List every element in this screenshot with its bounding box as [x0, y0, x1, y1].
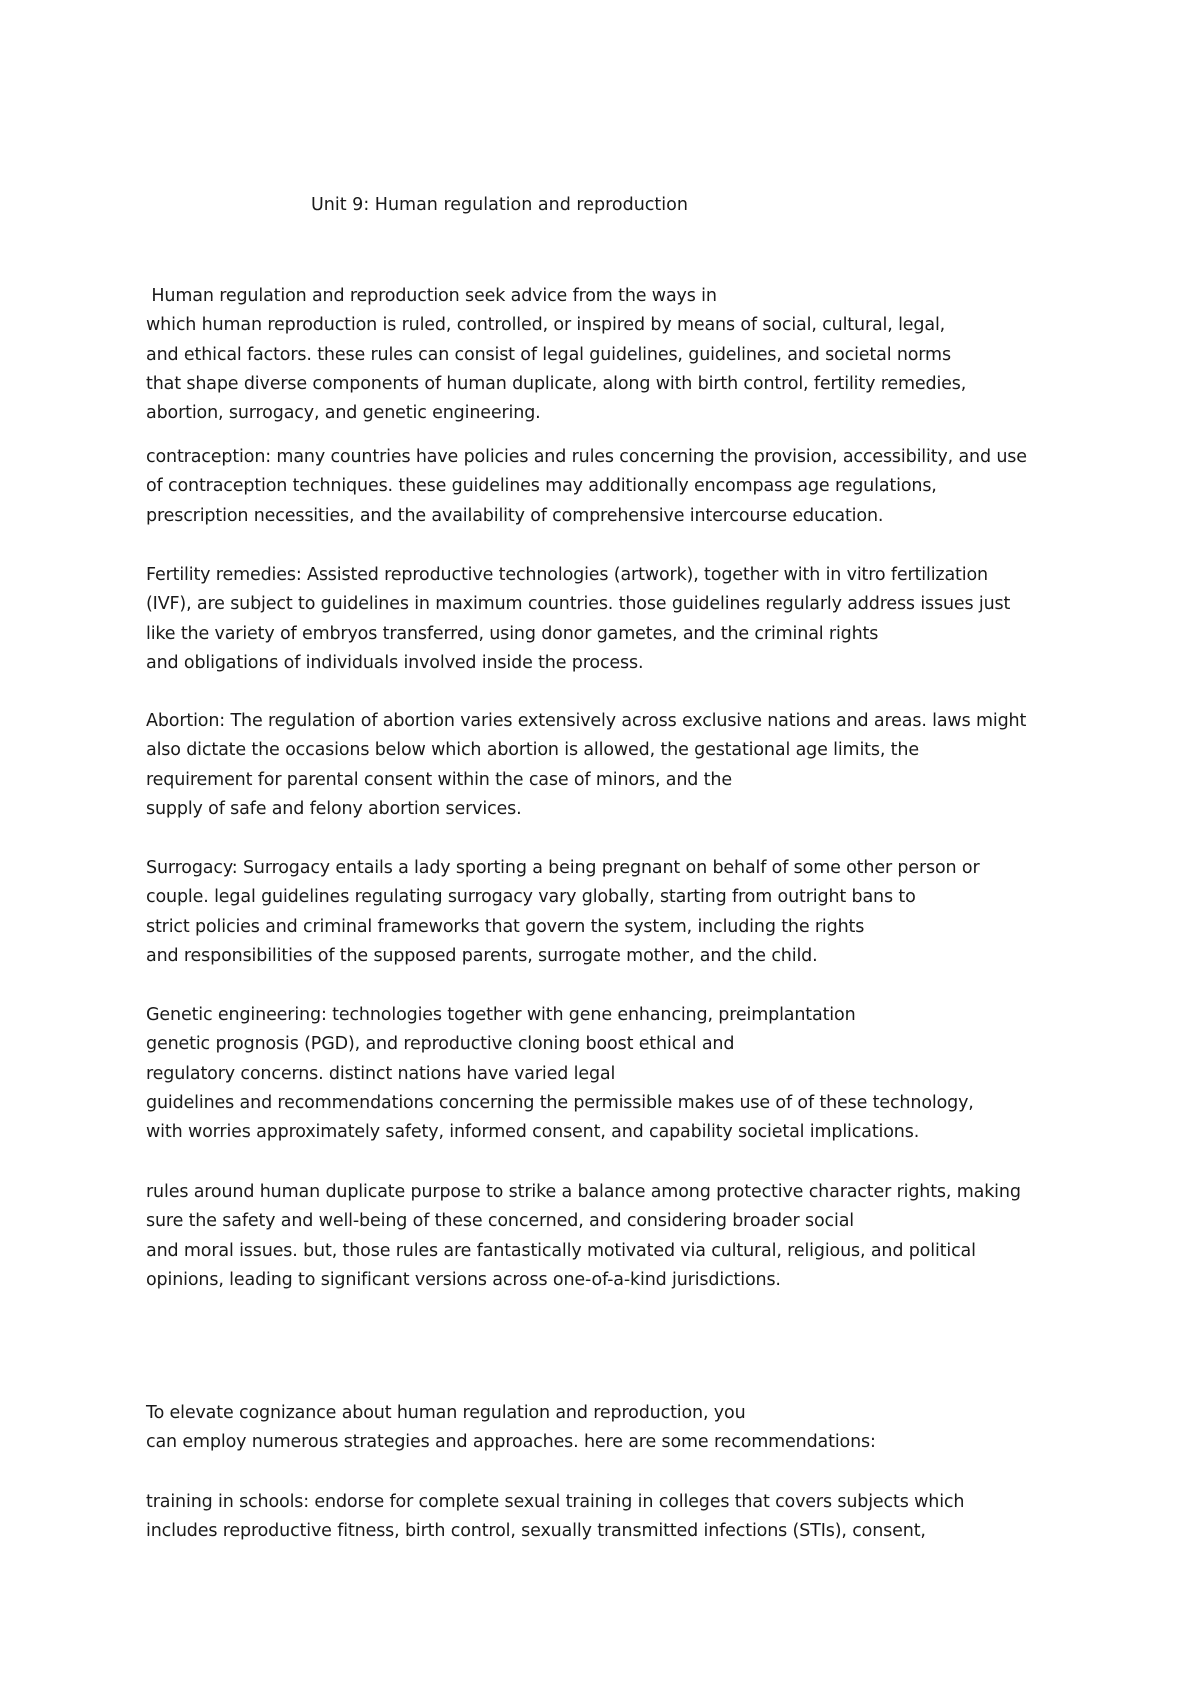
- text-line: that shape diverse components of human duplicate, along with birth control, fertility remedies,: [146, 373, 967, 394]
- document-title: Unit 9: Human regulation and reproduction: [311, 195, 688, 215]
- surrogacy-paragraph: [146, 854, 1156, 971]
- abortion-paragraph: [146, 707, 1156, 824]
- text-line: and moral issues. but, those rules are fantastically motivated via cultural, religious, and political: [146, 1240, 976, 1261]
- text-line: (IVF), are subject to guidelines in maximum countries. those guidelines regularly address issues just: [146, 594, 1011, 615]
- rules-summary-paragraph: [146, 1178, 1156, 1295]
- text-line: couple. legal guidelines regulating surrogacy vary globally, starting from outright bans to: [146, 887, 916, 908]
- text-line: like the variety of embryos transferred, using donor gametes, and the criminal rights: [146, 623, 879, 644]
- text-line: Genetic engineering: technologies together with gene enhancing, preimplantation: [146, 1005, 856, 1025]
- text-line: Human regulation and reproduction seek advice from the ways in: [146, 286, 717, 306]
- contraception-paragraph: [146, 443, 1156, 531]
- fertility-paragraph: [146, 561, 1156, 678]
- text-line: includes reproductive fitness, birth control, sexually transmitted infections (STIs), consent,: [146, 1521, 926, 1542]
- text-line: sure the safety and well-being of these concerned, and considering broader social: [146, 1211, 854, 1232]
- text-line: opinions, leading to significant versions across one-of-a-kind jurisdictions.: [146, 1269, 781, 1290]
- text-line: Surrogacy: Surrogacy entails a lady sporting a being pregnant on behalf of some other person or: [146, 858, 980, 878]
- genetic-engineering-paragraph: [146, 1001, 1156, 1147]
- text-line: can employ numerous strategies and approaches. here are some recommendations:: [146, 1432, 876, 1453]
- text-line: training in schools: endorse for complete sexual training in colleges that covers subjects which: [146, 1492, 965, 1512]
- text-line: To elevate cognizance about human regulation and reproduction, you: [146, 1403, 746, 1423]
- text-line: strict policies and criminal frameworks that govern the system, including the rights: [146, 916, 865, 937]
- text-line: genetic prognosis (PGD), and reproductive cloning boost ethical and: [146, 1034, 735, 1055]
- text-line: regulatory concerns. distinct nations have varied legal: [146, 1063, 616, 1084]
- text-line: Abortion: The regulation of abortion varies extensively across exclusive nations and areas. laws might: [146, 711, 1027, 731]
- text-line: and obligations of individuals involved inside the process.: [146, 652, 644, 673]
- text-line: and ethical factors. these rules can consist of legal guidelines, guidelines, and societal norms: [146, 344, 951, 365]
- text-line: also dictate the occasions below which abortion is allowed, the gestational age limits, the: [146, 740, 919, 761]
- text-line: prescription necessities, and the availability of comprehensive intercourse education.: [146, 505, 884, 526]
- awareness-paragraph: [146, 1399, 1156, 1458]
- text-line: with worries approximately safety, informed consent, and capability societal implications.: [146, 1122, 920, 1143]
- text-line: of contraception techniques. these guidelines may additionally encompass age regulations,: [146, 476, 937, 497]
- intro-paragraph: [146, 282, 1156, 428]
- text-line: Fertility remedies: Assisted reproductive technologies (artwork), together with in vitro fertilization: [146, 565, 988, 585]
- text-line: which human reproduction is ruled, controlled, or inspired by means of social, cultural, legal,: [146, 315, 946, 336]
- text-line: rules around human duplicate purpose to strike a balance among protective character rights, making: [146, 1182, 1021, 1202]
- text-line: requirement for parental consent within the case of minors, and the: [146, 769, 732, 790]
- text-line: contraception: many countries have policies and rules concerning the provision, accessibility, and use: [146, 447, 1027, 467]
- text-line: guidelines and recommendations concerning the permissible makes use of of these technology,: [146, 1092, 974, 1113]
- text-line: abortion, surrogacy, and genetic engineering.: [146, 403, 541, 424]
- text-line: supply of safe and felony abortion services.: [146, 798, 522, 819]
- training-paragraph: [146, 1488, 1156, 1547]
- text-line: and responsibilities of the supposed parents, surrogate mother, and the child.: [146, 945, 818, 966]
